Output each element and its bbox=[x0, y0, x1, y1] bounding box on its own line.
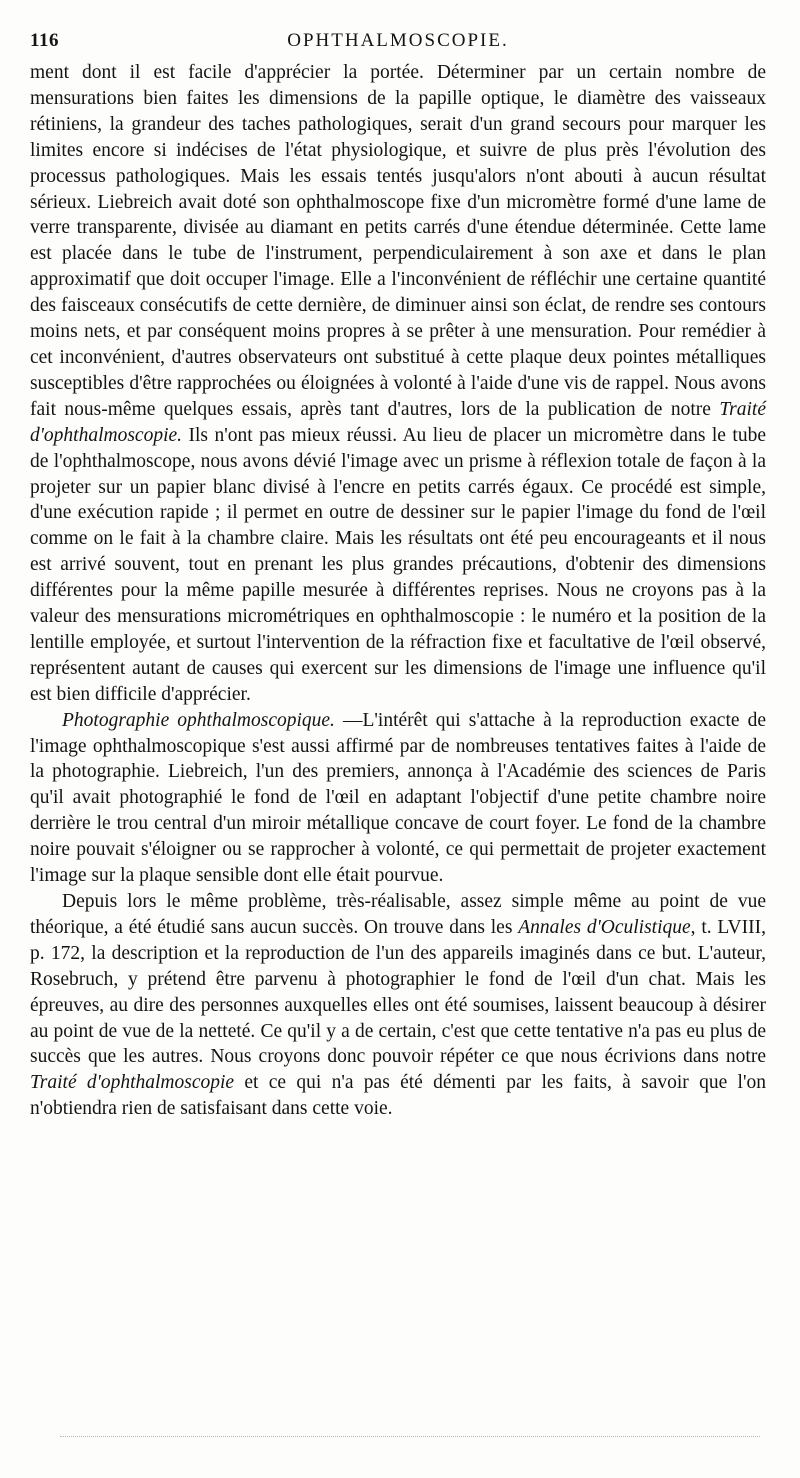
paragraph-text: —L'intérêt qui s'attache à la reproduction exacte de l'image ophthalmoscopique s'est aussi affirmé par de nombreuses tentatives faites à l'aide de la photographie. Liebreich, l'un des premiers, annonça à l'Académie des sciences de Paris qu'il avait photographié le fond de l'œil en adaptant l'objectif d'une petite chambre noire derrière le trou central d'un miroir métallique concave de court foyer. Le fond de la chambre noire pouvait s'éloigner ou se rapprocher à volonté, ce qui permettait de projeter exactement l'image sur la plaque sensible dont elle était pourvue. bbox=[30, 709, 766, 887]
paragraph-text: Depuis lors le même problème, très-réalisable, assez simple même au point de vue théorique, a été étudié sans aucun succès. On trouve dans les bbox=[30, 891, 766, 938]
body-text bbox=[30, 60, 766, 1122]
book-title-italic: Traité d'ophthalmoscopie bbox=[30, 1072, 235, 1094]
paragraph-text: et ce qui n'a pas été démenti par les faits, à savoir que l'on n'obtiendra rien de satisfaisant dans cette voie. bbox=[30, 1072, 766, 1120]
paragraph-photographie bbox=[30, 708, 766, 889]
paragraph-mensurations bbox=[30, 60, 766, 708]
running-title: OPHTHALMOSCOPIE. bbox=[287, 30, 509, 51]
paragraph-text: , t. LVIII, p. 172, la description et la reproduction de l'un des appareils imaginés dans ce but. L'auteur, Rosebruch, y prétend être parvenu à photographier le fond de l'œil d'un chat. Mais les épreuves, au dire des personnes auxquelles elles ont été soumises, laissent beaucoup à désirer au point de vue de la netteté. Ce qu'il y a de certain, c'est que cette tentative n'a pas eu plus de succès que les autres. Nous croyons donc pouvoir répéter ce que nous écrivions dans notre bbox=[30, 916, 766, 1068]
paragraph-depuis-lors bbox=[30, 889, 766, 1122]
page-number: 116 bbox=[30, 30, 59, 51]
running-head bbox=[30, 30, 766, 60]
book-page bbox=[30, 30, 766, 1122]
paragraph-text: ment dont il est facile d'apprécier la portée. Déterminer par un certain nombre de mensurations bien faites les dimensions de la papille optique, le diamètre des vaisseaux rétiniens, la grandeur des taches pathologiques, serait d'un grand secours pour marquer les limites encore si indécises de l'état physiologique, et suivre de plus près l'évolution des processus pathologiques. Mais les essais tentés jusqu'alors n'ont abouti à aucun résultat sérieux. Liebreich avait doté son ophthalmoscope fixe d'un micromètre formé d'une lame de verre transparente, divisée au diamant en petits carrés d'une étendue déterminée. Cette lame est placée dans le tube de l'instrument, perpendiculairement à son axe et dans le plan approximatif que doit occuper l'image. Elle a l'inconvénient de réfléchir une certaine quantité des faisceaux consécutifs de cette dernière, de diminuer ainsi son éclat, de rendre ses contours moins nets, et par conséquent moins propres à se prêter à une mensuration. Pour remédier à cet inconvénient, d'autres observateurs ont substitué à cette plaque deux pointes métalliques susceptibles d'être rapprochées ou éloignées à volonté à l'aide d'une vis de rappel. Nous avons fait nous-même quelques essais, après tant d'autres, lors de la publication de notre bbox=[30, 62, 766, 420]
paragraph-text: Ils n'ont pas mieux réussi. Au lieu de placer un micromètre dans le tube de l'ophthalmoscope, nous avons dévié l'image avec un prisme à réflexion totale de façon à la projeter sur un papier blanc divisé à l'encre en petits carrés égaux. Ce procédé est simple, d'une exécution rapide ; il permet en outre de dessiner sur le papier l'image du fond de l'œil comme on le fait à la chambre claire. Mais les résultats ont été peu encourageants et il nous est arrivé souvent, tout en prenant les plus grandes précautions, d'obtenir des dimensions différentes pour la même papille mesurée à différentes reprises. Nous ne croyons pas à la valeur des mensurations micrométriques en ophthalmoscopie : le numéro et la position de la lentille employée, et surtout l'intervention de la réfraction fixe et facultative de l'œil observé, représentent autant de causes qui exercent sur les dimensions de l'image une influence qu'il est bien difficile d'apprécier. bbox=[30, 424, 766, 705]
section-heading-italic: Photographie ophthalmoscopique. bbox=[62, 709, 335, 731]
book-title-italic: Traité d'ophthalmoscopie. bbox=[30, 398, 766, 446]
footer-dotted-rule bbox=[60, 1436, 760, 1437]
journal-title-italic: Annales d'Oculistique bbox=[518, 916, 691, 938]
